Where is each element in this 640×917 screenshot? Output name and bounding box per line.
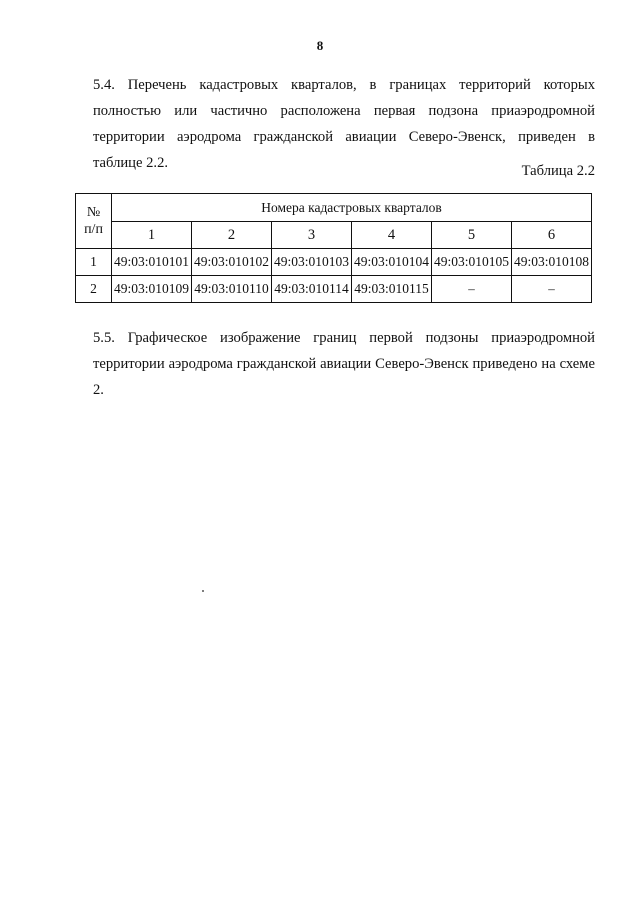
table-cell: 49:03:010108 <box>512 249 592 276</box>
table-column-numbers-row <box>76 222 592 249</box>
num-header-cell <box>76 194 112 249</box>
scan-speck <box>202 590 204 592</box>
table-header-row <box>76 194 592 222</box>
column-number: 3 <box>272 222 352 249</box>
empty-dash-cell: – <box>432 276 512 303</box>
table-cell: 49:03:010101 <box>112 249 192 276</box>
column-number: 5 <box>432 222 512 249</box>
paragraph-5-4: 5.4. Перечень кадастровых кварталов, в границах территорий которых полностью или частично расположена первая подзона приаэродромной территории аэродрома гражданской авиации Северо-Эвенск, приведен в таблице 2.2. <box>93 77 595 171</box>
table-cell: 49:03:010114 <box>272 276 352 303</box>
table-cell: 49:03:010115 <box>352 276 432 303</box>
table-cell: 49:03:010105 <box>432 249 512 276</box>
group-header-cell: Номера кадастровых кварталов <box>112 194 592 222</box>
table-cell: 49:03:010109 <box>112 276 192 303</box>
column-number: 4 <box>352 222 432 249</box>
page-number: 8 <box>316 38 324 53</box>
num-header-symbol: № <box>86 205 101 220</box>
table-cell: 49:03:010103 <box>272 249 352 276</box>
column-number: 6 <box>512 222 592 249</box>
table-row <box>76 249 592 276</box>
table-row <box>76 276 592 303</box>
row-number-cell: 1 <box>76 249 112 276</box>
empty-dash-cell: – <box>512 276 592 303</box>
table-cell: 49:03:010104 <box>352 249 432 276</box>
cadastral-quarters-table <box>75 193 592 303</box>
paragraph-5-5: 5.5. Графическое изображение границ первой подзоны приаэродромной территории аэродрома гражданской авиации Северо-Эвенск приведено на схеме 2. <box>93 330 595 398</box>
table-cell: 49:03:010102 <box>192 249 272 276</box>
num-header-abbrev: п/п <box>84 222 103 237</box>
table-cell: 49:03:010110 <box>192 276 272 303</box>
column-number: 1 <box>112 222 192 249</box>
row-number-cell: 2 <box>76 276 112 303</box>
column-number: 2 <box>192 222 272 249</box>
table-caption: Таблица 2.2 <box>521 163 595 179</box>
